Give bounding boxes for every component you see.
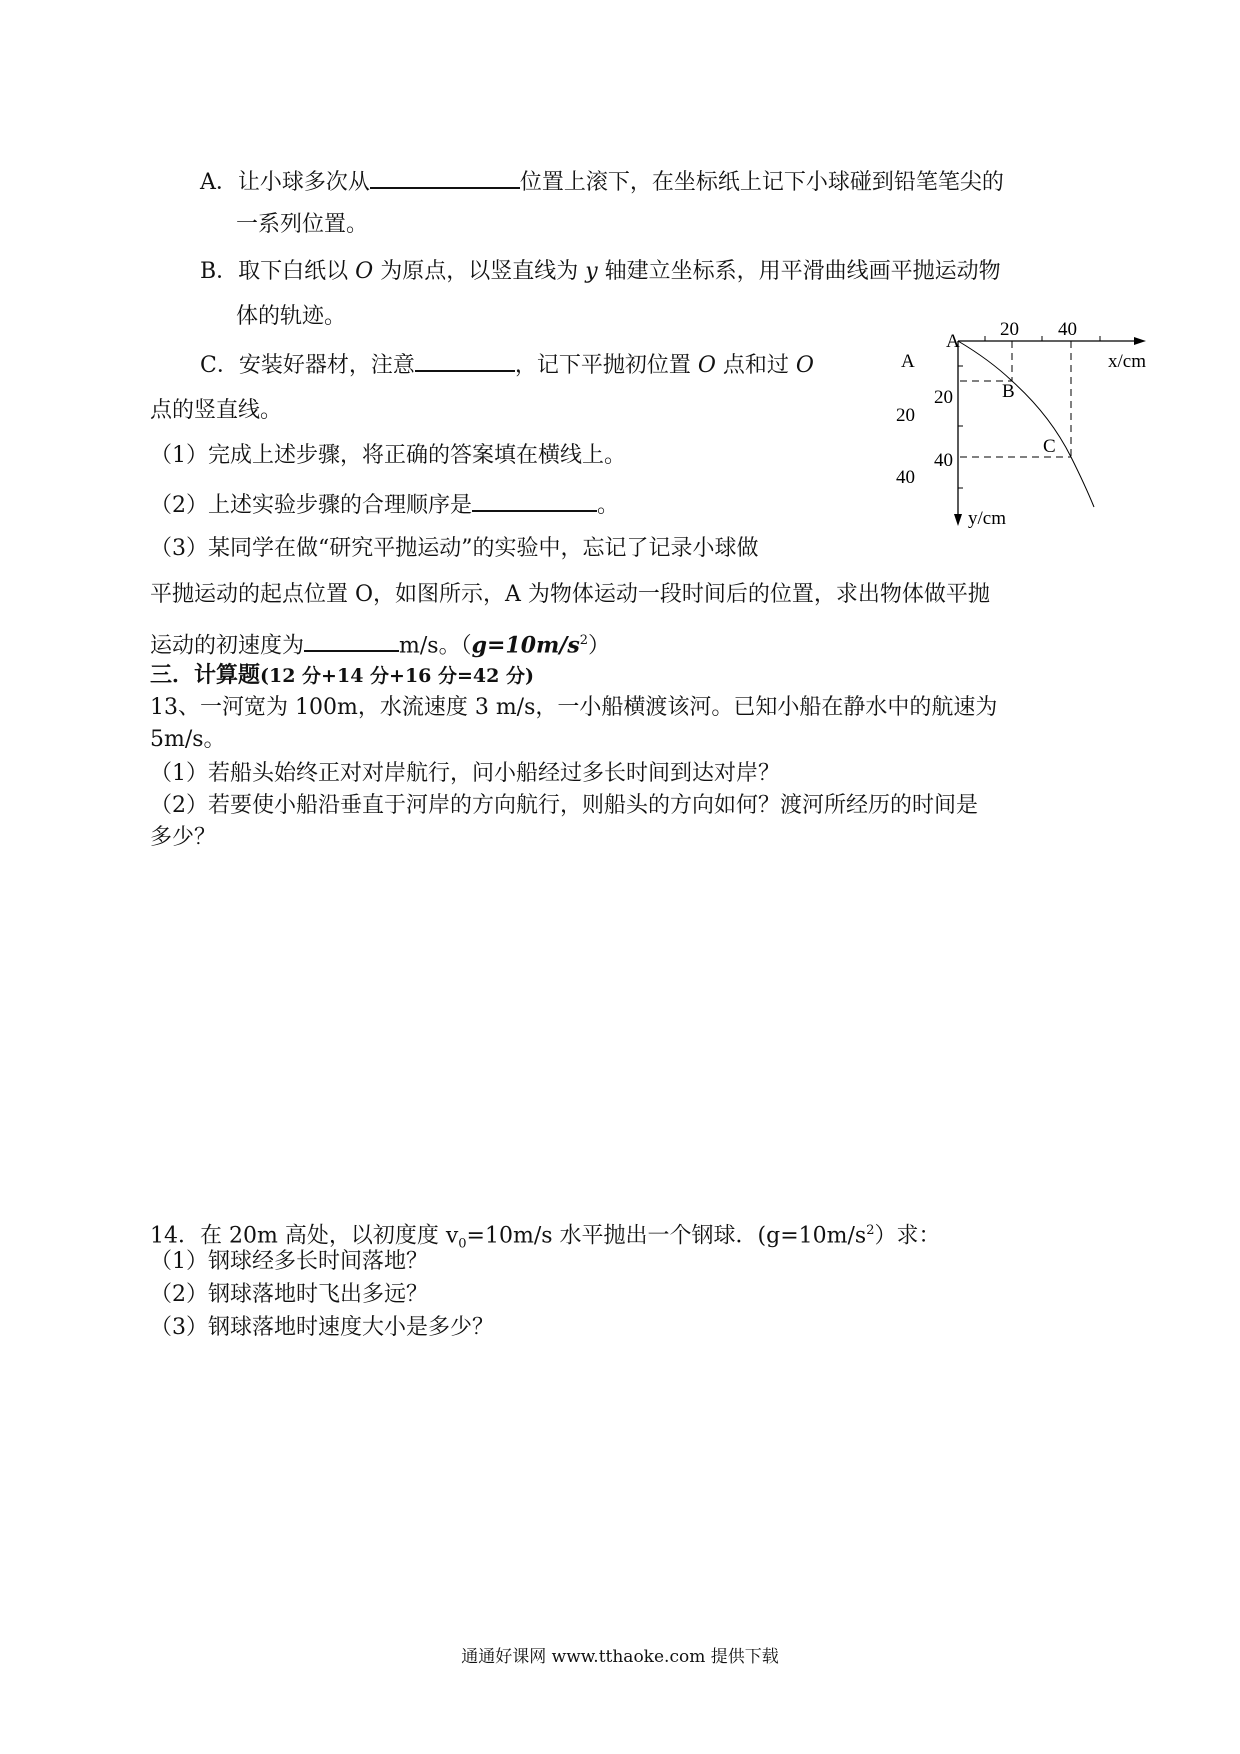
t: 0 [458,1236,467,1252]
t: （1）钢球经多长时间落地？ [150,1249,428,1274]
step-c-cont: 点的竖直线。 [150,398,283,423]
t: (12 分+14 分+16 分=42 分) [260,665,534,687]
point-a-label: A [946,331,960,352]
step-a [200,165,1004,198]
question-3-line1: （3）某同学在做“研究平抛运动”的实验中，忘记了记录小球做 [150,536,759,561]
blank-a [370,165,520,189]
blank-order [472,488,597,512]
t: 14．在 20m 高处，以初度度 v [150,1223,459,1249]
t: （1）若船头始终正对对岸航行，问小船经过多长时间到达对岸？ [150,761,780,786]
t: （2）上述实验步骤的合理顺序是 [150,493,472,518]
t: O [355,259,374,284]
blank-c [415,348,515,372]
t: 多少？ [150,825,217,850]
t: y [585,259,598,284]
question-3-line2: 平抛运动的起点位置 O，如图所示，A 为物体运动一段时间后的位置，求出物体做平抛 [150,582,990,607]
question-3-line3 [150,626,610,661]
question-1: （1）完成上述步骤，将正确的答案填在横线上。 [150,443,626,468]
blank-velocity [304,628,399,652]
t: =10m/s 水平抛出一个钢球．(g=10m/s [466,1223,867,1249]
t: 点和过 [722,353,789,378]
t: 5m/s。 [150,727,226,752]
question-2 [150,488,619,521]
t: 轴建立坐标系，用平滑曲线画平抛运动物 [604,259,1001,284]
t: 三．计算题 [150,662,261,688]
label-a-left: A [901,351,915,372]
t: ） [588,633,611,659]
t: B．取下白纸以 [200,259,349,284]
t: 2 [866,1223,875,1238]
t: （2）若要使小船沿垂直于河岸的方向航行，则船头的方向如何？渡河所经历的时间是 [150,793,978,818]
x-axis-label: x/cm [1108,351,1146,372]
trajectory-curve [958,341,1094,507]
t: O [697,353,716,378]
y-arrow-icon [954,514,962,526]
y-tick-left: 40 [896,467,915,488]
step-b [200,257,1001,287]
y-tick-left: 20 [896,405,915,426]
y-tick: 20 [934,387,953,408]
point-c-label: C [1043,436,1056,457]
t: （2）钢球落地时飞出多远？ [150,1282,428,1307]
step-c [200,348,814,381]
problem-13: 13、一河宽为 100m，水流速度 3 m/s，一小船横渡该河。已知小船在静水中的航速为 [150,695,998,720]
t: 。 [597,493,620,518]
section-3-heading [150,660,534,691]
t: m/s。（ [399,633,472,659]
t: ）求： [874,1223,941,1249]
x-arrow-icon [1134,337,1146,345]
step-a-label: A．让小球多次从 [200,170,370,195]
footer-text: 通通好课网 www.tthaoke.com 提供下载 [461,1647,779,1667]
step-b-cont: 体的轨迹。 [236,304,347,329]
t: C．安装好器材，注意 [200,353,415,378]
y-axis-label: y/cm [968,508,1006,529]
trajectory-diagram [890,310,1170,560]
step-a-text: 位置上滚下，在坐标纸上记下小球碰到铅笔笔尖的 [519,170,1004,195]
t: O [795,353,814,378]
t: 2 [579,633,589,648]
t: ，记下平抛初位置 [514,353,691,378]
step-a-cont: 一系列位置。 [236,212,369,237]
t: （3）钢球落地时速度大小是多少？ [150,1315,494,1340]
point-b-label: B [1002,381,1015,402]
formula: g=10m/s [471,632,580,659]
t: 为原点，以竖直线为 [380,259,579,284]
y-tick: 40 [934,450,953,471]
x-tick: 40 [1058,319,1077,340]
t: 运动的初速度为 [150,633,305,659]
x-tick: 20 [1000,319,1019,340]
